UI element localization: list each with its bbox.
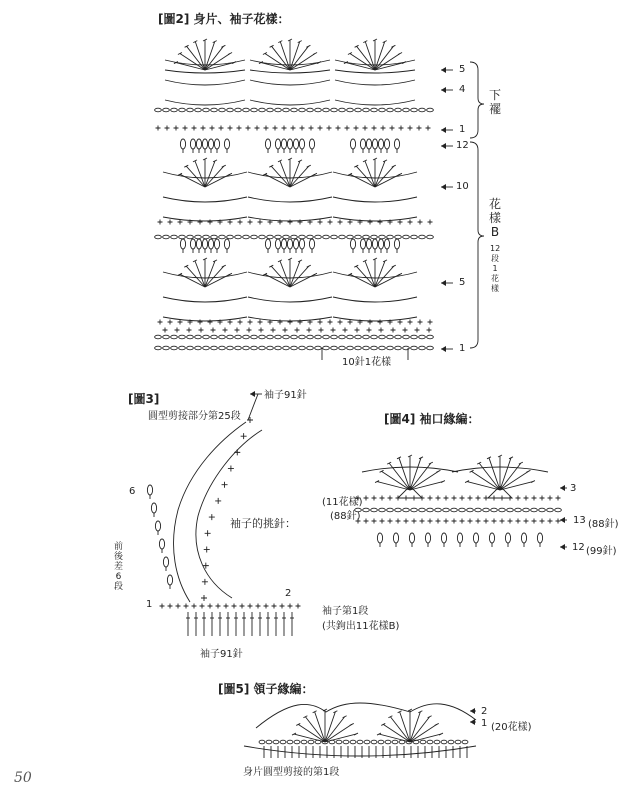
fig3-sleeve-91-top: 袖子91針 (264, 390, 307, 401)
label-guides (441, 67, 453, 352)
fig3-sleeve-row1: 袖子第1段 (322, 606, 369, 617)
fig2-repeat-note: 10針1花樣 (342, 357, 392, 368)
fig4-left-11-repeats: (11花樣) (322, 497, 363, 508)
fig4-row-12: 12 (572, 542, 585, 553)
fig2-row-label-bottom-1: 1 (459, 343, 466, 354)
fig3-left-row-6: 6 (129, 486, 136, 497)
fig4-left-88-stitches: (88針) (330, 511, 361, 522)
fig4-row-12-note: (99針) (586, 546, 617, 557)
figure3-title: [圖3] (128, 392, 160, 406)
fig5-row-1: 1 (481, 718, 488, 729)
fig4-row-13: 13 (573, 515, 586, 526)
figure5-title: [圖5] 領子緣編： (218, 682, 314, 696)
fig4-row-3: 3 (570, 483, 577, 494)
fig3-sleeve-91-bottom: 袖子91針 (200, 649, 243, 660)
fig2-row-label-bottom-5: 5 (459, 277, 466, 288)
figure4-title: [圖4] 袖口緣編： (384, 412, 480, 426)
fig5-repeat-note: (20花樣) (491, 722, 532, 733)
fig3-pickup-note: 袖子的挑針： (230, 517, 296, 530)
fig2-row-label-top-5: 5 (459, 64, 466, 75)
fig3-raglan-note: 圓型剪接部分第25段 (148, 411, 241, 422)
fig4-row-13-note: (88針) (588, 519, 619, 530)
fig5-row-2: 2 (481, 706, 488, 717)
figure5-chart (244, 703, 476, 758)
fig2-section-pattern: 花樣B (488, 197, 501, 239)
fig2-section-hem: 下襬 (488, 88, 501, 116)
fig5-bottom-note: 身片圓型剪接的第1段 (243, 767, 340, 778)
figure3-chart (147, 391, 300, 636)
fig3-sleeve-row1-note: (共鉤出11花樣B) (322, 621, 400, 632)
fig2-row-label-4: 4 (459, 84, 466, 95)
figure2-chart (155, 39, 484, 360)
fig2-row-label-10: 10 (456, 181, 469, 192)
fig2-row-label-12: 12 (456, 140, 469, 151)
fig2-section-pattern-rows: 12段1花樣 (490, 244, 501, 293)
page-number: 50 (14, 770, 32, 786)
fig3-left-row-1: 1 (146, 599, 153, 610)
figure2-title: [圖2] 身片、袖子花樣： (158, 12, 290, 26)
figure4-chart (355, 455, 567, 550)
fig3-left-side-note: 前後差6段 (113, 542, 123, 592)
fig3-right-row-2: 2 (285, 588, 292, 599)
fig2-row-label-hem-1: 1 (459, 124, 466, 135)
